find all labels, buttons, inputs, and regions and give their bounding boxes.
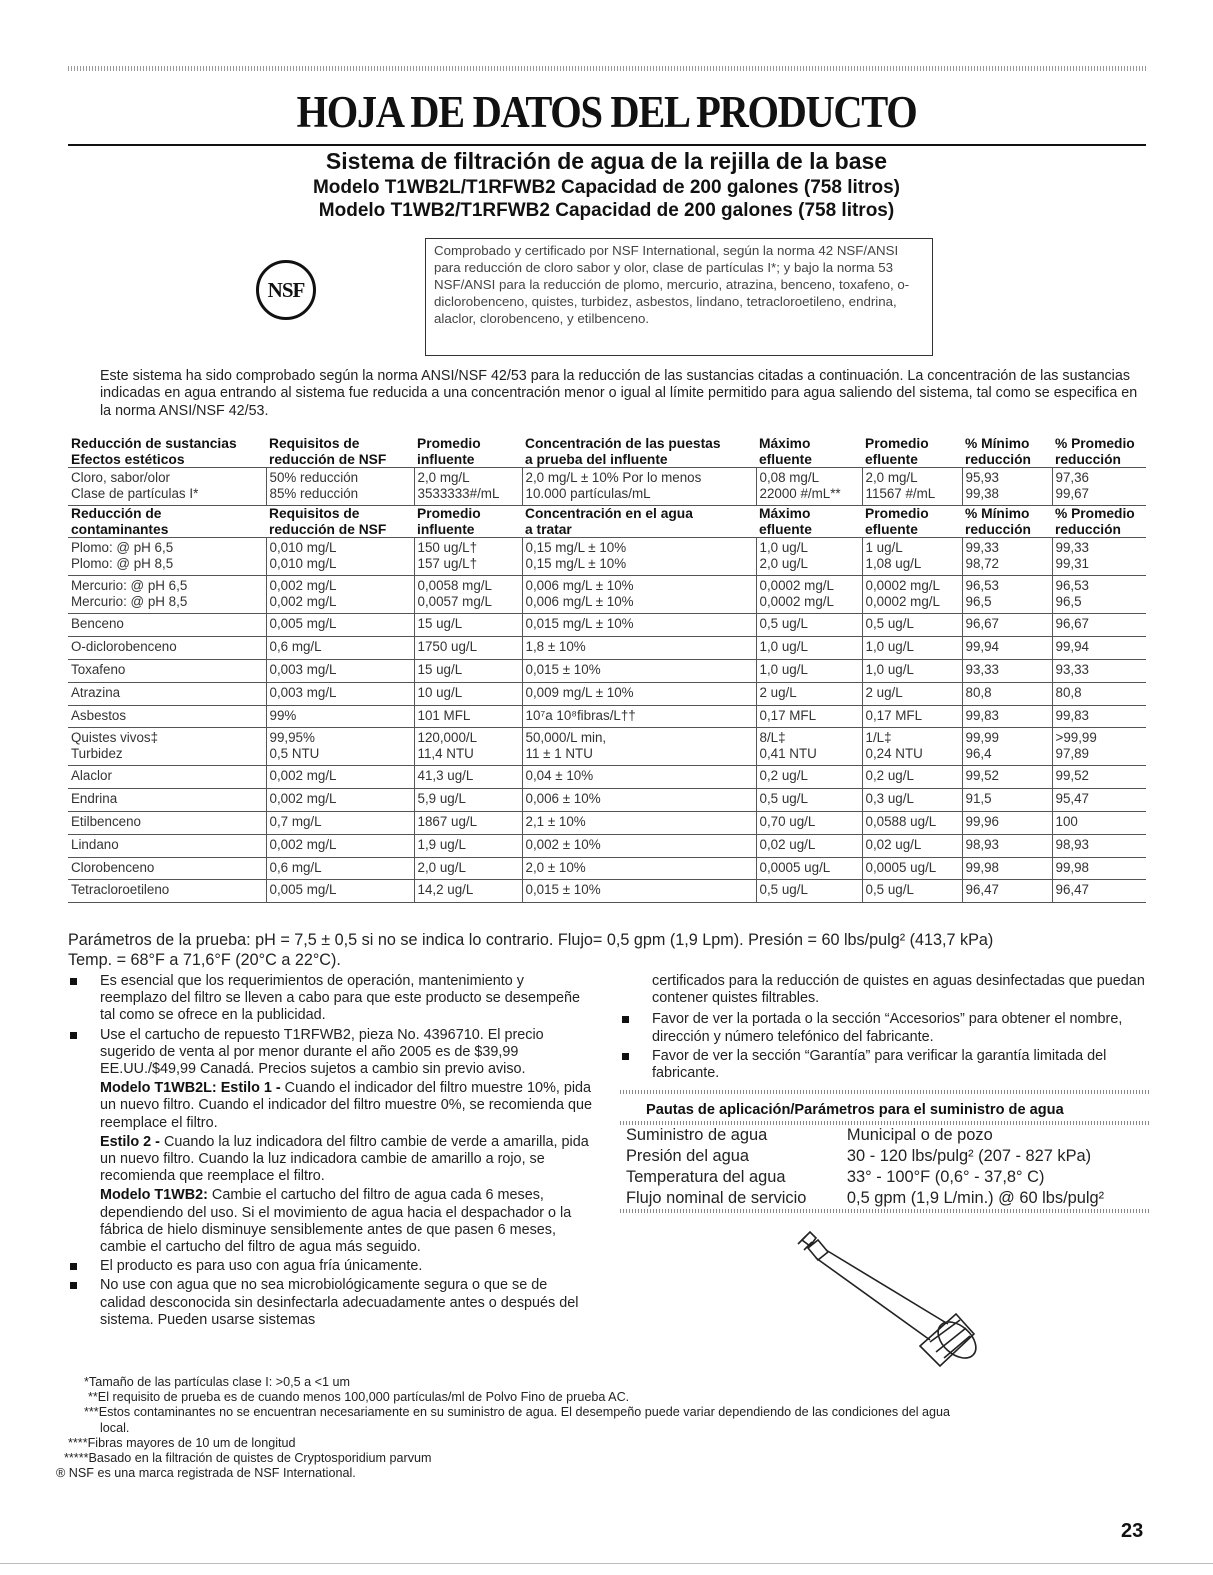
page-title: HOJA DE DATOS DEL PRODUCTO xyxy=(296,87,917,137)
table-cell: Atrazina xyxy=(68,682,266,705)
test-parameters: Parámetros de la prueba: pH = 7,5 ± 0,5 si no se indica lo contrario. Flujo= 0,5 gpm (1,9 Lpm). Presión = 60 lbs/pulg² (413,7 kPa) Temp. = 68°F a 71,6°F (20°C a 22°C). xyxy=(68,931,994,969)
supply-guidelines-title: Pautas de aplicación/Parámetros para el suministro de agua xyxy=(646,1102,1064,1119)
table-cell: 0,015 mg/L ± 10% xyxy=(522,614,756,637)
table-cell: 0,70 ug/L xyxy=(756,811,862,834)
nsf-logo: NSF xyxy=(256,260,316,320)
right-column xyxy=(620,973,1150,1213)
style2-paragraph: Estilo 2 - Cuando la luz indicadora del filtro cambie de verde a amarilla, pida un nuevo filtro. Cuando la luz indicadora cambie de amarillo a rojo, se recomienda que reemplace el filtro. xyxy=(100,1133,589,1185)
table-cell: 10⁷a 10⁸fibras/L†† xyxy=(522,705,756,728)
table-cell: 93,33 xyxy=(1052,659,1146,682)
table-cell: 99,98 xyxy=(1052,857,1146,880)
left-column xyxy=(68,973,593,1331)
table-cell: 2 ug/L xyxy=(756,682,862,705)
top-dotted-rule xyxy=(68,66,1146,71)
table-row xyxy=(68,880,1146,903)
table-row xyxy=(620,1125,1150,1146)
table-cell: 1/L‡ 0,24 NTU xyxy=(862,728,962,766)
table-cell: 33° - 100°F (0,6° - 37,8° C) xyxy=(846,1168,1045,1187)
title-rule xyxy=(68,144,1146,146)
table-cell: 99,52 xyxy=(1052,766,1146,789)
list-item: Es esencial que los requerimientos de operación, mantenimiento y reemplazo del filtro se lleven a cabo para que este producto se desempeñe tal como se ofrece en la publicidad. xyxy=(68,973,593,1025)
table-cell: Flujo nominal de servicio xyxy=(626,1189,807,1208)
table-row xyxy=(620,1146,1150,1167)
table-cell: 96,47 xyxy=(1052,880,1146,903)
table-cell: Cloro, sabor/olor Clase de partículas I* xyxy=(68,468,266,506)
table-cell: 0,002 mg/L 0,002 mg/L xyxy=(266,576,414,614)
table-cell: 2,0 mg/L ± 10% Por lo menos 10.000 partículas/mL xyxy=(522,468,756,506)
column-header: Máximo efluente xyxy=(756,506,862,538)
table-cell: 0,006 ± 10% xyxy=(522,789,756,812)
table-row xyxy=(68,766,1146,789)
column-header: Requisitos de reducción de NSF xyxy=(266,436,414,468)
table-cell: 0,5 ug/L xyxy=(862,880,962,903)
table-row xyxy=(68,789,1146,812)
table-cell: 10 ug/L xyxy=(414,682,522,705)
list-item: El producto es para uso con agua fría únicamente. xyxy=(68,1258,593,1275)
table-cell: 101 MFL xyxy=(414,705,522,728)
column-header: Promedio influente xyxy=(414,436,522,468)
table-cell: 2,0 mg/L 11567 #/mL xyxy=(862,468,962,506)
table-cell: 2,0 mg/L 3533333#/mL xyxy=(414,468,522,506)
table-cell: 0,5 gpm (1,9 L/min.) @ 60 lbs/pulg² xyxy=(846,1189,1105,1208)
table-cell: 50,000/L min, 11 ± 1 NTU xyxy=(522,728,756,766)
table-cell: Plomo: @ pH 6,5 Plomo: @ pH 8,5 xyxy=(68,538,266,576)
table-cell: 41,3 ug/L xyxy=(414,766,522,789)
footnotes: *Tamaño de las partículas clase I: >0,5 a <1 um **El requisito de prueba es de cuando menos 100,000 partículas/ml de Polvo Fino de prueba AC. ***Estos contaminantes no se encuentran necesariamente en su suministro de agua. El desempeño puede variar dependiendo de las condiciones del agua local. ****Fibras mayores de 10 um de longitud *****Basado en la filtración de quistes de Cryptosporidium parvum ® NSF es una marca registrada de NSF International. xyxy=(56,1375,951,1481)
table-cell: 0,0002 mg/L 0,0002 mg/L xyxy=(756,576,862,614)
table-cell: 0,15 mg/L ± 10% 0,15 mg/L ± 10% xyxy=(522,538,756,576)
list-item: Use el cartucho de repuesto T1RFWB2, pieza No. 4396710. El precio sugerido de venta al por menor durante el año 2005 es de $39,99 EE.UU./$49,99 Canadá. Precios sujetos a cambio sin previo aviso. xyxy=(68,1027,593,1079)
performance-data-table xyxy=(68,436,1146,903)
table-cell: 80,8 xyxy=(962,682,1052,705)
list-item: No use con agua que no sea microbiológicamente segura o que se de calidad desconocida sin desinfectarla adecuadamente antes o después del sistema. Pueden usarse sistemas xyxy=(68,1277,593,1329)
table-cell: 0,002 ± 10% xyxy=(522,834,756,857)
table-cell: 1,0 ug/L xyxy=(756,637,862,660)
table-cell: 15 ug/L xyxy=(414,659,522,682)
table-cell: 96,53 96,5 xyxy=(1052,576,1146,614)
table-row xyxy=(68,834,1146,857)
table-cell: 1,0 ug/L xyxy=(862,659,962,682)
table-row xyxy=(68,576,1146,614)
table-cell: 99,33 99,31 xyxy=(1052,538,1146,576)
table-cell: 99,33 98,72 xyxy=(962,538,1052,576)
table-cell: Alaclor xyxy=(68,766,266,789)
table-cell: 0,010 mg/L 0,010 mg/L xyxy=(266,538,414,576)
table-cell: 8/L‡ 0,41 NTU xyxy=(756,728,862,766)
table-cell: 0,7 mg/L xyxy=(266,811,414,834)
table-cell: 0,005 mg/L xyxy=(266,614,414,637)
nsf-certification-box: Comprobado y certificado por NSF International, según la norma 42 NSF/ANSI para reducción de cloro sabor y olor, clase de partículas I*; y bajo la norma 53 NSF/ANSI para la reducción de plomo, mercurio, atrazina, benceno, toxafeno, o-diclorobenceno, quistes, turbidez, asbestos, lindano, tetracloroetileno, endrina, alaclor, clorobenceno, y etilbenceno. xyxy=(425,238,933,356)
table-cell: 0,002 mg/L xyxy=(266,834,414,857)
table-row xyxy=(68,728,1146,766)
table-cell: 99,98 xyxy=(962,857,1052,880)
table-cell: 30 - 120 lbs/pulg² (207 - 827 kPa) xyxy=(846,1147,1092,1166)
table-cell: Endrina xyxy=(68,789,266,812)
column-header: Concentración en el agua a tratar xyxy=(522,506,756,538)
table-cell: 0,015 ± 10% xyxy=(522,659,756,682)
table-cell: 80,8 xyxy=(1052,682,1146,705)
table-cell: 99,96 xyxy=(962,811,1052,834)
table-row xyxy=(68,705,1146,728)
page-number: 23 xyxy=(1121,1520,1144,1542)
table-cell: 1,9 ug/L xyxy=(414,834,522,857)
table-cell: 96,67 xyxy=(1052,614,1146,637)
column-header: % Promedio reducción xyxy=(1052,436,1146,468)
table-row xyxy=(68,659,1146,682)
table-row xyxy=(68,857,1146,880)
table-row xyxy=(620,1188,1150,1209)
table-cell: 120,000/L 11,4 NTU xyxy=(414,728,522,766)
header-row-contaminants xyxy=(68,506,1146,538)
table-cell: Municipal o de pozo xyxy=(846,1126,993,1145)
table-cell: 0,2 ug/L xyxy=(756,766,862,789)
table-cell: 96,67 xyxy=(962,614,1052,637)
model2-paragraph: Modelo T1WB2: Cambie el cartucho del filtro de agua cada 6 meses, dependiendo del uso. Si el movimiento de agua hacia el despachador o la fábrica de hielo disminuye sensiblemente antes de que pasen 6 meses, cambie el cartucho del filtro de agua más seguido. xyxy=(100,1187,572,1256)
table-cell: Tetracloroetileno xyxy=(68,880,266,903)
table-row xyxy=(68,614,1146,637)
table-cell: 0,04 ± 10% xyxy=(522,766,756,789)
table-cell: 98,93 xyxy=(962,834,1052,857)
intro-paragraph: Este sistema ha sido comprobado según la norma ANSI/NSF 42/53 para la reducción de las sustancias citadas a continuación. La concentración de las sustancias indicadas en agua entrando al sistema fue reducida a una concentración menor o igual al límite permitido para agua saliendo del sistema, tal como se especifica en la norma ANSI/NSF 42/53. xyxy=(100,368,1138,419)
table-cell: 0,0005 ug/L xyxy=(756,857,862,880)
table-row xyxy=(68,637,1146,660)
table-cell: Quistes vivos‡ Turbidez xyxy=(68,728,266,766)
dotted-divider xyxy=(620,1090,1150,1094)
table-cell: 91,5 xyxy=(962,789,1052,812)
table-cell: 99,94 xyxy=(962,637,1052,660)
table-cell: 15 ug/L xyxy=(414,614,522,637)
table-cell: 0,005 mg/L xyxy=(266,880,414,903)
model-line-1: Modelo T1WB2L/T1RFWB2 Capacidad de 200 galones (758 litros) xyxy=(312,177,900,198)
table-cell: 0,3 ug/L xyxy=(862,789,962,812)
table-cell: 100 xyxy=(1052,811,1146,834)
table-cell: 0,2 ug/L xyxy=(862,766,962,789)
table-cell: 1867 ug/L xyxy=(414,811,522,834)
column-header: Concentración de las puestas a prueba del influente xyxy=(522,436,756,468)
table-cell: 1 ug/L 1,08 ug/L xyxy=(862,538,962,576)
table-cell: 5,9 ug/L xyxy=(414,789,522,812)
table-cell: 1,8 ± 10% xyxy=(522,637,756,660)
column-header: Máximo efluente xyxy=(756,436,862,468)
column-header: Reducción de sustancias Efectos estéticos xyxy=(68,436,266,468)
table-cell: 96,47 xyxy=(962,880,1052,903)
table-cell: 0,02 ug/L xyxy=(862,834,962,857)
table-cell: 0,006 mg/L ± 10% 0,006 mg/L ± 10% xyxy=(522,576,756,614)
list-item: Favor de ver la sección “Garantía” para verificar la garantía limitada del fabricante. xyxy=(620,1048,1150,1082)
table-cell: 0,6 mg/L xyxy=(266,857,414,880)
table-cell: 1,0 ug/L 2,0 ug/L xyxy=(756,538,862,576)
table-cell: 0,5 ug/L xyxy=(756,880,862,903)
table-cell: 0,0002 mg/L 0,0002 mg/L xyxy=(862,576,962,614)
table-cell: 99% xyxy=(266,705,414,728)
table-cell: 0,17 MFL xyxy=(862,705,962,728)
table-cell: 1,0 ug/L xyxy=(756,659,862,682)
table-cell: Suministro de agua xyxy=(626,1126,768,1145)
table-cell: 0,5 ug/L xyxy=(756,614,862,637)
table-cell: Temperatura del agua xyxy=(626,1168,786,1187)
bottom-rule xyxy=(0,1563,1213,1564)
table-cell: O-diclorobenceno xyxy=(68,637,266,660)
table-cell: Mercurio: @ pH 6,5 Mercurio: @ pH 8,5 xyxy=(68,576,266,614)
table-cell: 0,002 mg/L xyxy=(266,766,414,789)
table-cell: Benceno xyxy=(68,614,266,637)
table-cell: 99,94 xyxy=(1052,637,1146,660)
table-row xyxy=(68,682,1146,705)
table-cell: 0,003 mg/L xyxy=(266,682,414,705)
table-cell: 50% reducción 85% reducción xyxy=(266,468,414,506)
table-cell: 0,08 mg/L 22000 #/mL** xyxy=(756,468,862,506)
table-cell: 99,95% 0,5 NTU xyxy=(266,728,414,766)
table-cell: 0,0588 ug/L xyxy=(862,811,962,834)
table-row xyxy=(68,811,1146,834)
table-cell: 2 ug/L xyxy=(862,682,962,705)
dotted-divider xyxy=(620,1209,1150,1213)
table-cell: 98,93 xyxy=(1052,834,1146,857)
continuation-text: certificados para la reducción de quistes en aguas desinfectadas que puedan contener quistes filtrables. xyxy=(652,973,1145,1007)
table-cell: 0,003 mg/L xyxy=(266,659,414,682)
filter-cartridge-icon xyxy=(780,1228,990,1378)
table-cell: >99,99 97,89 xyxy=(1052,728,1146,766)
table-cell: 0,009 mg/L ± 10% xyxy=(522,682,756,705)
table-cell: 0,02 ug/L xyxy=(756,834,862,857)
table-row xyxy=(68,468,1146,506)
table-cell: 97,36 99,67 xyxy=(1052,468,1146,506)
table-cell: Asbestos xyxy=(68,705,266,728)
table-cell: Clorobenceno xyxy=(68,857,266,880)
table-cell: 95,93 99,38 xyxy=(962,468,1052,506)
table-cell: 0,6 mg/L xyxy=(266,637,414,660)
table-cell: 95,47 xyxy=(1052,789,1146,812)
table-cell: 99,83 xyxy=(962,705,1052,728)
header-row-aesthetic xyxy=(68,436,1146,468)
style1-paragraph: Modelo T1WB2L: Estilo 1 - Cuando el indicador del filtro muestre 10%, pida un nuevo filtro. Cuando el indicador del filtro muestre 0%, se recomienda que reemplace el filtro. xyxy=(100,1080,592,1131)
table-cell: 150 ug/L† 157 ug/L† xyxy=(414,538,522,576)
table-cell: 0,0058 mg/L 0,0057 mg/L xyxy=(414,576,522,614)
list-item: Favor de ver la portada o la sección “Accesorios” para obtener el nombre, dirección y número telefónico del fabricante. xyxy=(620,1011,1150,1045)
column-header: % Mínimo reducción xyxy=(962,506,1052,538)
column-header: Requisitos de reducción de NSF xyxy=(266,506,414,538)
table-cell: 0,5 ug/L xyxy=(756,789,862,812)
table-cell: Toxafeno xyxy=(68,659,266,682)
table-cell: 99,52 xyxy=(962,766,1052,789)
table-cell: Presión del agua xyxy=(626,1147,750,1166)
table-cell: 2,1 ± 10% xyxy=(522,811,756,834)
table-cell: 2,0 ug/L xyxy=(414,857,522,880)
table-cell: 1750 ug/L xyxy=(414,637,522,660)
column-header: Promedio influente xyxy=(414,506,522,538)
table-cell: 2,0 ± 10% xyxy=(522,857,756,880)
column-header: Promedio efluente xyxy=(862,506,962,538)
system-subtitle: Sistema de filtración de agua de la rejilla de la base xyxy=(325,148,888,174)
table-cell: Lindano xyxy=(68,834,266,857)
table-cell: 0,17 MFL xyxy=(756,705,862,728)
model-line-2: Modelo T1WB2/T1RFWB2 Capacidad de 200 galones (758 litros) xyxy=(318,200,895,221)
table-cell: 93,33 xyxy=(962,659,1052,682)
table-cell: 99,99 96,4 xyxy=(962,728,1052,766)
table-cell: 96,53 96,5 xyxy=(962,576,1052,614)
supply-guidelines-table xyxy=(620,1125,1150,1209)
table-cell: Etilbenceno xyxy=(68,811,266,834)
table-cell: 14,2 ug/L xyxy=(414,880,522,903)
table-row xyxy=(68,538,1146,576)
column-header: Reducción de contaminantes xyxy=(68,506,266,538)
table-cell: 0,5 ug/L xyxy=(862,614,962,637)
column-header: % Promedio reducción xyxy=(1052,506,1146,538)
table-cell: 0,015 ± 10% xyxy=(522,880,756,903)
table-cell: 0,0005 ug/L xyxy=(862,857,962,880)
table-cell: 99,83 xyxy=(1052,705,1146,728)
column-header: Promedio efluente xyxy=(862,436,962,468)
column-header: % Mínimo reducción xyxy=(962,436,1052,468)
table-row xyxy=(620,1167,1150,1188)
table-cell: 1,0 ug/L xyxy=(862,637,962,660)
table-cell: 0,002 mg/L xyxy=(266,789,414,812)
